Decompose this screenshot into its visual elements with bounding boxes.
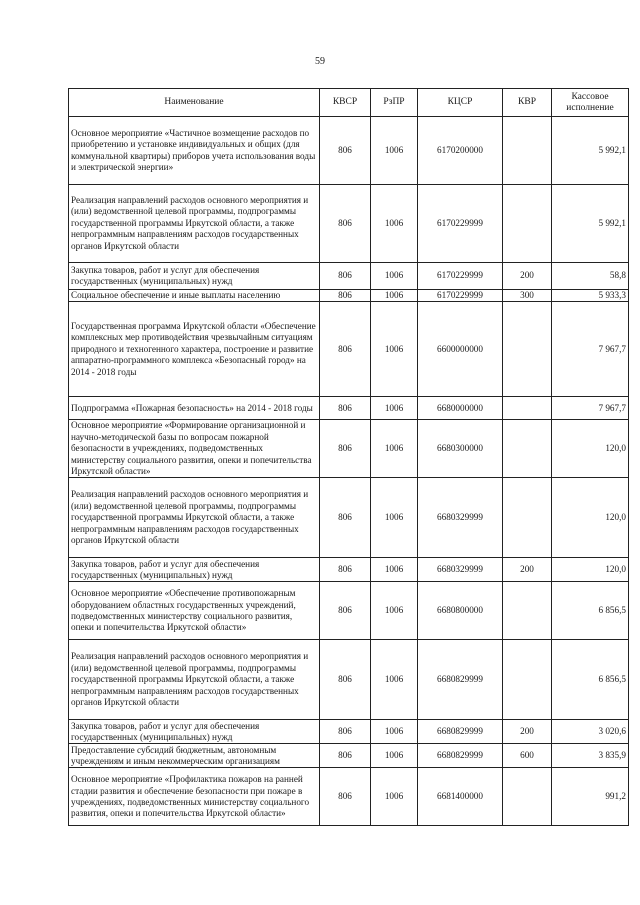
cell-kvr: 300 bbox=[503, 290, 552, 302]
cell-kcsr: 6680329999 bbox=[418, 558, 503, 582]
header-kvr: КВР bbox=[503, 89, 552, 117]
cell-name: Основное мероприятие «Профилактика пожаров на ранней стадии развития и обеспечение безопасности при пожаре в учреждениях, подведомственных министерству социального развития, опеки и попечительства Иркутской области» bbox=[69, 768, 320, 826]
cell-rzpr: 1006 bbox=[371, 720, 418, 744]
cell-kvr bbox=[503, 582, 552, 640]
cell-amount: 3 835,9 bbox=[552, 744, 629, 768]
cell-kvr bbox=[503, 640, 552, 720]
header-kvsr: КВСР bbox=[320, 89, 371, 117]
cell-kcsr: 6600000000 bbox=[418, 302, 503, 397]
cell-amount: 120,0 bbox=[552, 478, 629, 558]
cell-name: Подпрограмма «Пожарная безопасность» на 2014 - 2018 годы bbox=[69, 397, 320, 420]
cell-rzpr: 1006 bbox=[371, 478, 418, 558]
cell-kvr bbox=[503, 768, 552, 826]
table-header-row bbox=[69, 89, 629, 117]
cell-amount: 120,0 bbox=[552, 420, 629, 478]
cell-kvr bbox=[503, 117, 552, 185]
cell-name: Реализация направлений расходов основного мероприятия и (или) ведомственной целевой программы, подпрограммы государственной программы Иркутской области, а также непрограммным направлениям расходов государственных органов Иркутской области bbox=[69, 478, 320, 558]
cell-rzpr: 1006 bbox=[371, 640, 418, 720]
table-row bbox=[69, 397, 629, 420]
cell-rzpr: 1006 bbox=[371, 397, 418, 420]
cell-kvsr: 806 bbox=[320, 720, 371, 744]
cell-kcsr: 6680300000 bbox=[418, 420, 503, 478]
cell-name: Предоставление субсидий бюджетным, автономным учреждениям и иным некоммерческим организациям bbox=[69, 744, 320, 768]
cell-rzpr: 1006 bbox=[371, 558, 418, 582]
cell-name: Основное мероприятие «Частичное возмещение расходов по приобретению и установке индивидуальных и общих (для коммунальной квартиры) приборов учета использования воды и электрической энергии» bbox=[69, 117, 320, 185]
cell-amount: 58,8 bbox=[552, 263, 629, 290]
cell-kvr: 200 bbox=[503, 263, 552, 290]
header-name: Наименование bbox=[69, 89, 320, 117]
header-kcsr: КЦСР bbox=[418, 89, 503, 117]
cell-name: Реализация направлений расходов основного мероприятия и (или) ведомственной целевой программы, подпрограммы государственной программы Иркутской области, а также непрограммным направлениям расходов государственных органов Иркутской области bbox=[69, 640, 320, 720]
header-amount: Кассовое исполнение bbox=[552, 89, 629, 117]
cell-kcsr: 6680000000 bbox=[418, 397, 503, 420]
cell-kcsr: 6681400000 bbox=[418, 768, 503, 826]
cell-rzpr: 1006 bbox=[371, 302, 418, 397]
cell-rzpr: 1006 bbox=[371, 744, 418, 768]
cell-rzpr: 1006 bbox=[371, 420, 418, 478]
cell-kcsr: 6680829999 bbox=[418, 640, 503, 720]
cell-amount: 991,2 bbox=[552, 768, 629, 826]
cell-kvsr: 806 bbox=[320, 302, 371, 397]
table-row bbox=[69, 185, 629, 263]
cell-amount: 5 992,1 bbox=[552, 185, 629, 263]
cell-name: Закупка товаров, работ и услуг для обеспечения государственных (муниципальных) нужд bbox=[69, 720, 320, 744]
cell-kcsr: 6170200000 bbox=[418, 117, 503, 185]
cell-rzpr: 1006 bbox=[371, 290, 418, 302]
table-row bbox=[69, 478, 629, 558]
cell-kvsr: 806 bbox=[320, 640, 371, 720]
cell-kvr bbox=[503, 302, 552, 397]
table-row bbox=[69, 117, 629, 185]
cell-kvsr: 806 bbox=[320, 558, 371, 582]
cell-amount: 5 992,1 bbox=[552, 117, 629, 185]
cell-kvsr: 806 bbox=[320, 290, 371, 302]
cell-kvr bbox=[503, 185, 552, 263]
cell-rzpr: 1006 bbox=[371, 185, 418, 263]
table-row bbox=[69, 640, 629, 720]
cell-name: Закупка товаров, работ и услуг для обеспечения государственных (муниципальных) нужд bbox=[69, 558, 320, 582]
cell-rzpr: 1006 bbox=[371, 263, 418, 290]
cell-kvr bbox=[503, 478, 552, 558]
cell-kvsr: 806 bbox=[320, 582, 371, 640]
cell-kvsr: 806 bbox=[320, 744, 371, 768]
cell-amount: 7 967,7 bbox=[552, 397, 629, 420]
cell-kvsr: 806 bbox=[320, 117, 371, 185]
cell-kvsr: 806 bbox=[320, 185, 371, 263]
table-row bbox=[69, 420, 629, 478]
cell-amount: 5 933,3 bbox=[552, 290, 629, 302]
cell-kvsr: 806 bbox=[320, 420, 371, 478]
budget-execution-table bbox=[68, 88, 629, 826]
table-row bbox=[69, 744, 629, 768]
cell-kcsr: 6680829999 bbox=[418, 720, 503, 744]
cell-name: Закупка товаров, работ и услуг для обеспечения государственных (муниципальных) нужд bbox=[69, 263, 320, 290]
cell-kvsr: 806 bbox=[320, 768, 371, 826]
table-row bbox=[69, 582, 629, 640]
cell-amount: 7 967,7 bbox=[552, 302, 629, 397]
cell-kcsr: 6170229999 bbox=[418, 290, 503, 302]
cell-kvr bbox=[503, 420, 552, 478]
cell-kvr: 200 bbox=[503, 558, 552, 582]
cell-name: Основное мероприятие «Формирование организационной и научно-методической базы по вопросам пожарной безопасности в учреждениях, подведомственных министерству социального развития, опеки и попечительства Иркутской области» bbox=[69, 420, 320, 478]
cell-kcsr: 6170229999 bbox=[418, 185, 503, 263]
cell-kcsr: 6680800000 bbox=[418, 582, 503, 640]
cell-amount: 3 020,6 bbox=[552, 720, 629, 744]
cell-kvr bbox=[503, 397, 552, 420]
cell-kvr: 600 bbox=[503, 744, 552, 768]
table-row bbox=[69, 302, 629, 397]
table-row bbox=[69, 558, 629, 582]
cell-kvsr: 806 bbox=[320, 397, 371, 420]
cell-amount: 6 856,5 bbox=[552, 640, 629, 720]
page-number: 59 bbox=[315, 56, 325, 67]
header-rzpr: РзПР bbox=[371, 89, 418, 117]
cell-kcsr: 6680329999 bbox=[418, 478, 503, 558]
table-body bbox=[69, 117, 629, 826]
cell-kcsr: 6680829999 bbox=[418, 744, 503, 768]
cell-name: Основное мероприятие «Обеспечение противопожарным оборудованием областных государственных учреждений, подведомственных министерству социального развития, опеки и попечительства Иркутской области» bbox=[69, 582, 320, 640]
cell-kvsr: 806 bbox=[320, 478, 371, 558]
cell-kcsr: 6170229999 bbox=[418, 263, 503, 290]
cell-rzpr: 1006 bbox=[371, 768, 418, 826]
cell-kvr: 200 bbox=[503, 720, 552, 744]
table-row bbox=[69, 768, 629, 826]
table-row bbox=[69, 263, 629, 290]
cell-name: Социальное обеспечение и иные выплаты населению bbox=[69, 290, 320, 302]
table-row bbox=[69, 290, 629, 302]
cell-rzpr: 1006 bbox=[371, 117, 418, 185]
cell-rzpr: 1006 bbox=[371, 582, 418, 640]
cell-name: Государственная программа Иркутской области «Обеспечение комплексных мер противодействия чрезвычайным ситуациям природного и техногенного характера, построение и развитие аппаратно-программного комплекса «Безопасный город» на 2014 - 2018 годы bbox=[69, 302, 320, 397]
cell-amount: 120,0 bbox=[552, 558, 629, 582]
cell-amount: 6 856,5 bbox=[552, 582, 629, 640]
cell-name: Реализация направлений расходов основного мероприятия и (или) ведомственной целевой программы, подпрограммы государственной программы Иркутской области, а также непрограммным направлениям расходов государственных органов Иркутской области bbox=[69, 185, 320, 263]
table-row bbox=[69, 720, 629, 744]
cell-kvsr: 806 bbox=[320, 263, 371, 290]
